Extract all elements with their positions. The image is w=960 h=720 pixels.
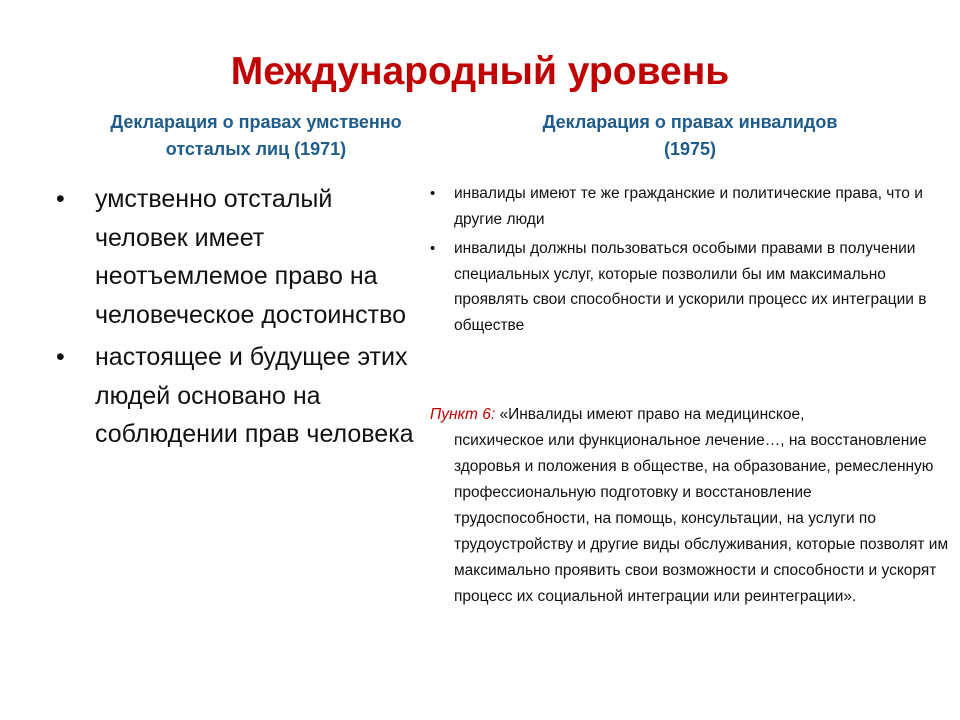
right-bullet-text: инвалиды имеют те же гражданские и политические права, что и другие люди	[454, 185, 923, 228]
left-column-heading: Декларация о правах умственно отсталых лиц (1971)	[110, 112, 402, 159]
right-bullet-list	[430, 181, 940, 342]
bullet-icon: •	[56, 343, 65, 371]
right-bullet-item	[430, 181, 940, 232]
right-heading-line2: (1975)	[663, 139, 717, 159]
left-bullet-item	[56, 180, 416, 334]
clause-body: психическое или функциональное лечение…, на восстановление здоровья и положения в обществе, на образование, ремесленную профессиональную подготовку и восстановление трудоспособности, на помощь, консультации, на услуги по трудоустройству и другие виды обслуживания, которые позволят им максимально проявить свои возможности и способности и ускорят процесс их социальной интеграции или реинтеграции».	[454, 432, 949, 605]
clause-label: Пункт 6:	[430, 406, 496, 423]
clause-quote	[430, 402, 950, 610]
left-bullet-item	[56, 338, 416, 454]
slide-title: Международный уровень	[230, 50, 730, 93]
left-bullet-text: умственно отсталый человек имеет неотъемлемое право на человеческое достоинство	[95, 185, 407, 329]
clause-first-line	[430, 402, 950, 428]
right-bullet-text: инвалиды должны пользоваться особыми правами в получении специальных услуг, которые позволили бы им максимально проявлять свои способности и ускорили процесс их интеграции в обществе	[454, 240, 927, 334]
bullet-icon: •	[56, 185, 65, 213]
right-heading-line1: Декларация о правах инвалидов	[542, 112, 838, 132]
bullet-icon: •	[430, 240, 436, 257]
left-bullet-text: настоящее и будущее этих людей основано на соблюдении прав человека	[95, 343, 414, 448]
right-column-heading	[500, 109, 880, 163]
right-bullet-item	[430, 236, 940, 338]
bullet-icon: •	[430, 185, 436, 202]
left-bullet-list	[56, 180, 416, 458]
clause-first-text: «Инвалиды имеют право на медицинское,	[495, 406, 805, 423]
